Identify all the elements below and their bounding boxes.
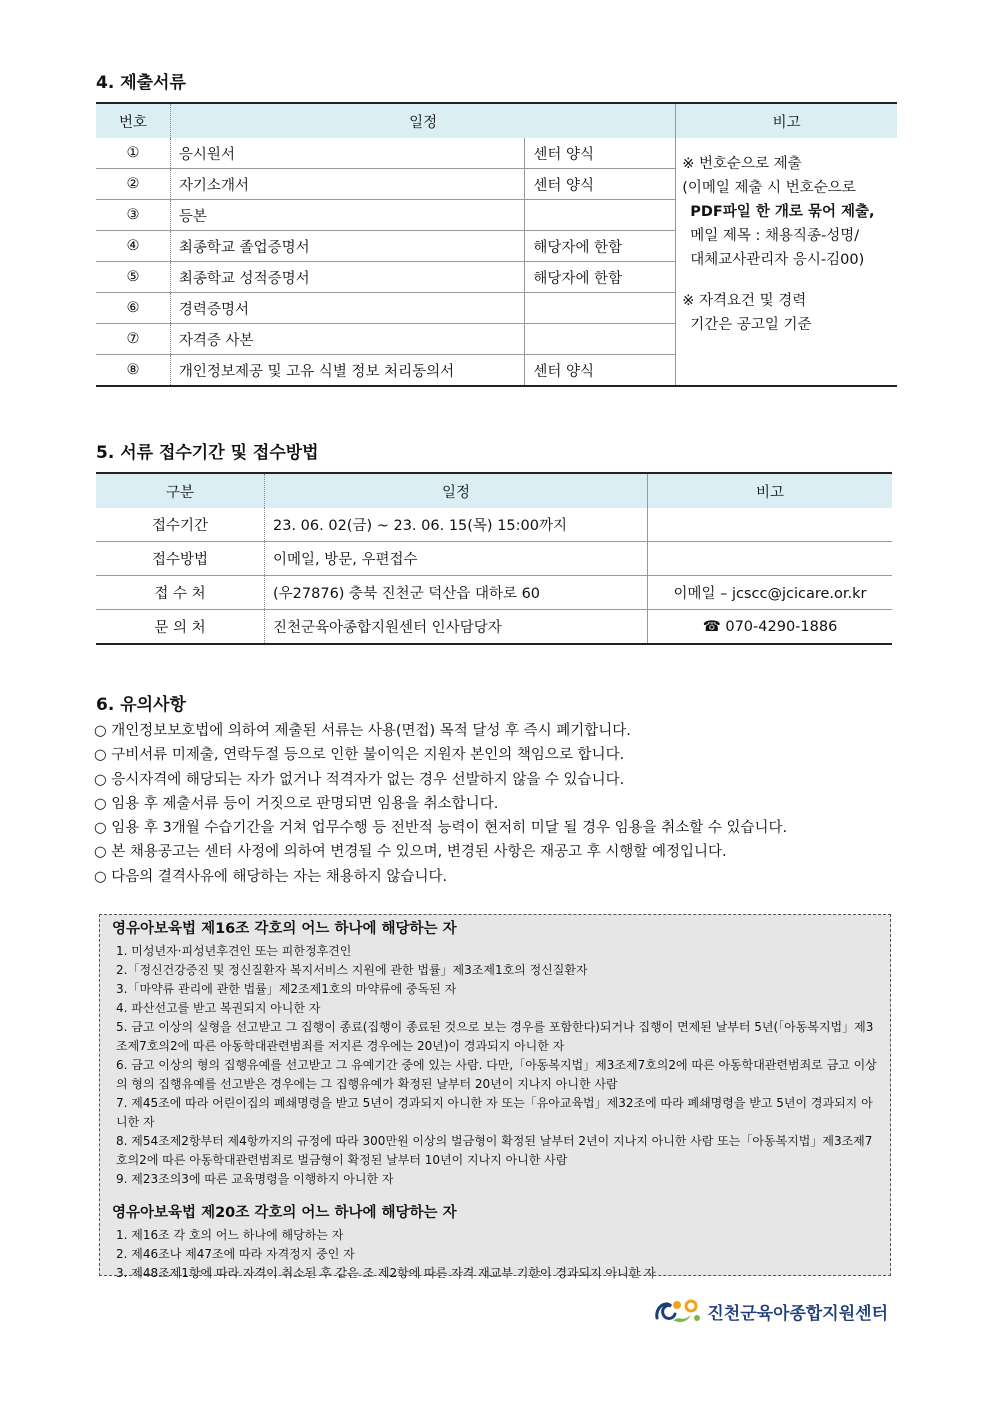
row-document: 등본: [170, 200, 525, 231]
list-item: 3.「마약류 관리에 관한 법률」제2조제1호의 마약류에 중독된 자: [116, 982, 457, 996]
list-item: 4. 파산선고를 받고 복권되지 아니한 자: [116, 1001, 321, 1015]
header-remarks: 비고: [648, 473, 893, 508]
row-note: [525, 200, 676, 231]
row-note: 센터 양식: [525, 138, 676, 169]
notice-item: ○ 다음의 결격사유에 해당하는 자는 채용하지 않습니다.: [94, 868, 448, 885]
table-row: [96, 138, 897, 169]
row-number: ⑧: [96, 355, 170, 387]
reception-table: [96, 472, 892, 645]
header-schedule: 일정: [265, 473, 648, 508]
notice-item: ○ 개인정보보호법에 의하여 제출된 서류는 사용(면접) 목적 달성 후 즉시 폐기합니다.: [94, 723, 631, 739]
row-document: 자격증 사본: [170, 324, 525, 355]
row-note: 센터 양식: [533, 363, 595, 380]
row-document: 자기소개서: [170, 169, 525, 200]
row-number: ⑦: [96, 324, 170, 355]
list-item: 3. 제48조제1항에 따라 자격이 취소된 후 같은 조 제2항에 따른 자격 재교부 기한이 경과되지 아니한 자: [116, 1266, 656, 1280]
header-number: 번호: [96, 103, 170, 138]
header-category: 구분: [96, 473, 265, 508]
notice-item: ○ 임용 후 3개월 수습기간을 거쳐 업무수행 등 전반적 능력이 현저히 미달 될 경우 임용을 취소할 수 있습니다.: [94, 820, 788, 837]
row-note: [525, 293, 676, 324]
row-note: [525, 324, 676, 355]
memo-line: ※ 자격요건 및 경력: [682, 293, 807, 309]
row-label: 접수방법: [96, 542, 265, 576]
section5-title: 5. 서류 접수기간 및 접수방법: [96, 443, 319, 463]
table-row: [96, 508, 892, 542]
list-item: 1. 미성년자·피성년후견인 또는 피한정후견인: [116, 944, 352, 958]
row-note: 센터 양식: [525, 169, 676, 200]
article20-list: [116, 1226, 882, 1283]
row-note: 해당자에 한함: [525, 231, 676, 262]
notice-list: [94, 719, 787, 889]
row-number: ③: [96, 200, 170, 231]
article16-list: [116, 942, 882, 1189]
table-row: [96, 610, 892, 645]
row-document: 최종학교 졸업증명서: [170, 231, 525, 262]
notice-item: ○ 본 채용공고는 센터 사정에 의하여 변경될 수 있으며, 변경된 사항은 재공고 후 시행할 예정입니다.: [94, 844, 727, 861]
row-document: 최종학교 성적증명서: [170, 262, 525, 293]
memo-line: 기간은 공고일 기준: [690, 317, 812, 333]
row-label: 접수기간: [96, 508, 265, 542]
submission-memo: [676, 138, 897, 386]
header-schedule: 일정: [170, 103, 675, 138]
documents-table: [96, 102, 897, 387]
list-item: 6. 금고 이상의 형의 집행유예를 선고받고 그 유예기간 중에 있는 사람. 다만,「아동복지법」제3조제7호의2에 따른 아동학대관련범죄로 금고 이상의 형의 집행유예를 선고받은 경우에는 그 집행유예가 확정된 날부터 20년이 지나지 아니한 사람: [116, 1058, 877, 1091]
list-item: 7. 제45조에 따라 어린이집의 폐쇄명령을 받고 5년이 경과되지 아니한 자 또는「유아교육법」제32조에 따라 폐쇄명령을 받고 5년이 경과되지 아니한 자: [116, 1096, 873, 1129]
section6-title: 6. 유의사항: [96, 695, 186, 715]
memo-line-bold: PDF파일 한 개로 묶어 제출,: [690, 204, 875, 220]
row-number: ①: [96, 138, 170, 169]
notice-item: ○ 구비서류 미제출, 연락두절 등으로 인한 불이익은 지원자 본인의 책임으로 합니다.: [94, 747, 625, 764]
row-note: [648, 508, 893, 542]
center-name: 진천군육아종합지원센터: [707, 1303, 888, 1324]
row-value: 이메일, 방문, 우편접수: [265, 542, 648, 576]
memo-line: ※ 번호순으로 제출: [682, 156, 802, 172]
memo-line: (이메일 제출 시 번호순으로: [682, 180, 856, 196]
memo-line: 대체교사관리자 응시-김00): [690, 252, 865, 268]
list-item: 9. 제23조의3에 따른 교육명령을 이행하지 아니한 자: [116, 1172, 394, 1186]
table-row: [96, 542, 892, 576]
notice-item: ○ 임용 후 제출서류 등이 거짓으로 판명되면 임용을 취소합니다.: [94, 795, 499, 812]
row-label: 문 의 처: [96, 610, 265, 645]
row-note: 해당자에 한함: [525, 262, 676, 293]
row-document: 응시원서: [170, 138, 525, 169]
row-value: 진천군육아종합지원센터 인사담당자: [265, 610, 648, 645]
header-remarks: 비고: [676, 103, 897, 138]
disqualification-box: [99, 914, 891, 1280]
row-document: 개인정보제공 및 고유 식별 정보 처리동의서: [170, 355, 525, 387]
section4-title: 4. 제출서류: [96, 73, 186, 93]
row-label: 접 수 처: [96, 576, 265, 610]
row-number: ⑥: [96, 293, 170, 324]
center-logo: [653, 1296, 888, 1326]
phone-note[interactable]: ☎ 070-4290-1886: [702, 618, 838, 635]
row-number: ④: [96, 231, 170, 262]
row-note: [648, 542, 893, 576]
list-item: 5. 금고 이상의 실형을 선고받고 그 집행이 종료(집행이 종료된 것으로 보는 경우를 포함한다)되거나 집행이 면제된 날부터 5년(「아동복지법」제3조제7호의2에 따른 아동학대관련범죄를 저지른 경우에는 20년)이 경과되지 아니한 자: [116, 1020, 874, 1053]
list-item: 1. 제16조 각 호의 어느 하나에 해당하는 자: [116, 1228, 344, 1242]
list-item: 2. 제46조나 제47조에 따라 자격정지 중인 자: [116, 1247, 355, 1261]
email-note[interactable]: 이메일 – jcscc@jcicare.or.kr: [648, 576, 893, 610]
article16-title: 영유아보육법 제16조 각호의 어느 하나에 해당하는 자: [112, 921, 457, 937]
row-value: (우27876) 충북 진천군 덕산읍 대하로 60: [265, 576, 648, 610]
row-value: 23. 06. 02(금) ~ 23. 06. 15(목) 15:00까지: [265, 508, 648, 542]
center-logo-icon: [653, 1296, 701, 1326]
row-document: 경력증명서: [170, 293, 525, 324]
list-item: 8. 제54조제2항부터 제4항까지의 규정에 따라 300만원 이상의 벌금형이 확정된 날부터 2년이 지나지 아니한 사람 또는「아동복지법」제3조제7호의2에 따른 아동학대관련범죄로 벌금형이 확정된 날부터 10년이 지나지 아니한 사람: [116, 1134, 873, 1167]
row-number: ②: [96, 169, 170, 200]
row-number: ⑤: [96, 262, 170, 293]
list-item: 2.「정신건강증진 및 정신질환자 복지서비스 지원에 관한 법률」제3조제1호의 정신질환자: [116, 963, 588, 977]
notice-item: ○ 응시자격에 해당되는 자가 없거나 적격자가 없는 경우 선발하지 않을 수 있습니다.: [94, 771, 625, 788]
memo-line: 메일 제목 : 채용직종-성명/: [690, 228, 860, 244]
table-row: [96, 576, 892, 610]
article20-title: 영유아보육법 제20조 각호의 어느 하나에 해당하는 자: [112, 1205, 457, 1221]
